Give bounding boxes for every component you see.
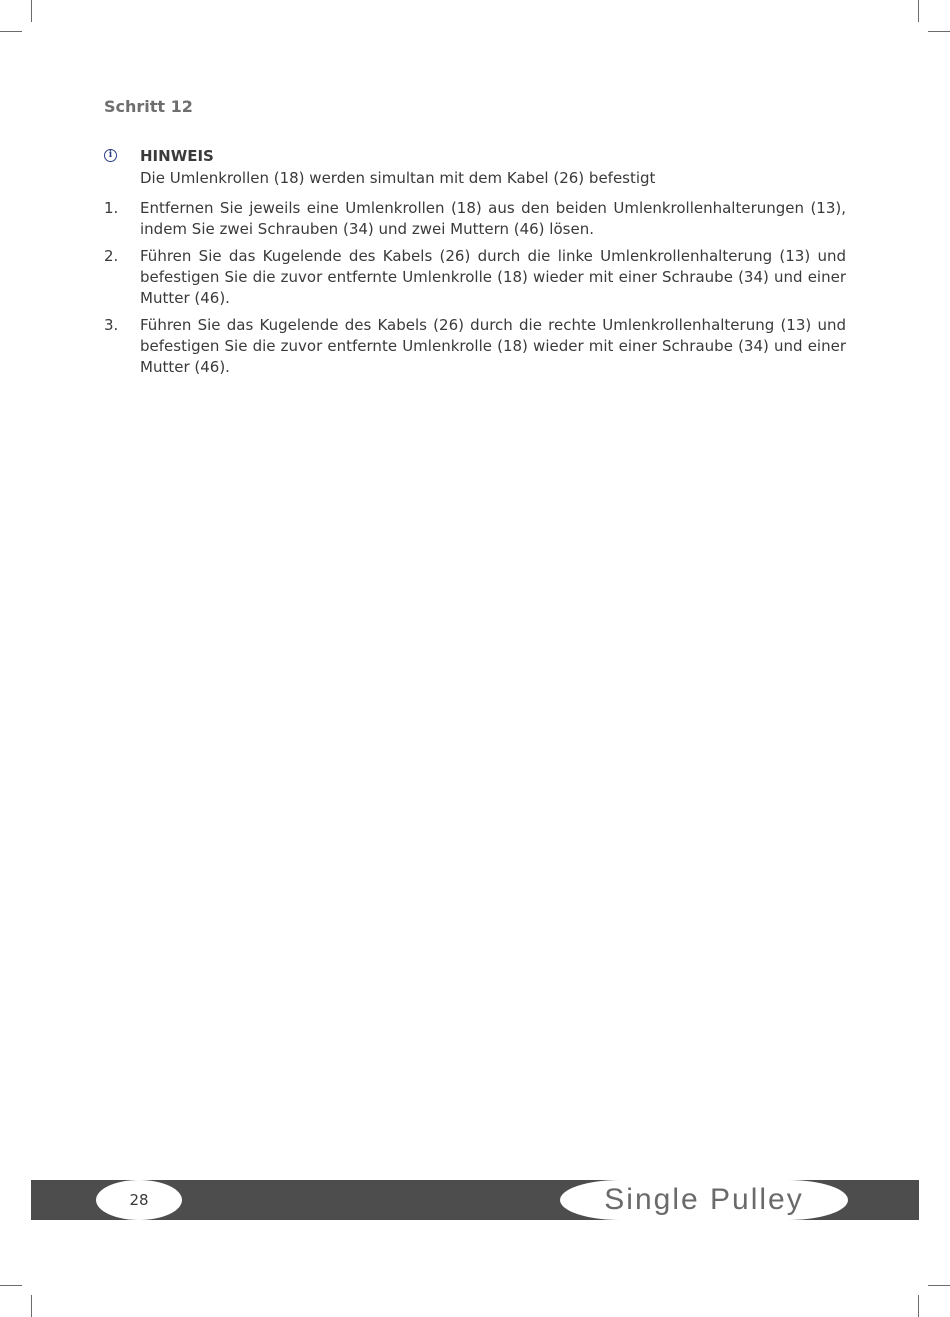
crop-mark-top-right-vertical (918, 0, 919, 22)
step-number: 3. (104, 316, 119, 334)
crop-mark-bottom-left-horizontal (0, 1285, 22, 1286)
page-number: 28 (129, 1191, 149, 1209)
step-title: Schritt 12 (104, 97, 193, 116)
step-number: 1. (104, 199, 119, 217)
step-text: Führen Sie das Kugelende des Kabels (26) durch die linke Umlenkrollenhalterung (13) und befestigen Sie die zuvor entfernte Umlenkrolle (18) wieder mit einer Schraube (34) und einer Mutter (46). (140, 247, 846, 307)
info-icon: i (104, 149, 117, 162)
crop-mark-bottom-right-vertical (918, 1295, 919, 1317)
step-number: 2. (104, 247, 119, 265)
footer-bar (31, 1180, 919, 1220)
brand-name: Single Pulley (604, 1183, 804, 1216)
crop-mark-top-left-vertical (31, 0, 32, 22)
list-item (104, 198, 846, 240)
list-item (104, 246, 846, 309)
crop-mark-bottom-left-vertical (31, 1295, 32, 1317)
crop-mark-top-right-horizontal (928, 31, 950, 32)
step-text: Entfernen Sie jeweils eine Umlenkrollen (18) aus den beiden Umlenkrollenhalterungen (13), indem Sie zwei Schrauben (34) und zwei Muttern (46) lösen. (140, 199, 846, 238)
list-item (104, 315, 846, 378)
instruction-list (104, 198, 846, 384)
crop-mark-bottom-right-horizontal (928, 1285, 950, 1286)
crop-mark-top-left-horizontal (0, 31, 22, 32)
note-text: Die Umlenkrollen (18) werden simultan mit dem Kabel (26) befestigt (140, 169, 656, 187)
note-heading: HINWEIS (140, 147, 214, 165)
step-text: Führen Sie das Kugelende des Kabels (26) durch die rechte Umlenkrollenhalterung (13) und befestigen Sie die zuvor entfernte Umlenkrolle (18) wieder mit einer Schraube (34) und einer Mutter (46). (140, 316, 846, 376)
